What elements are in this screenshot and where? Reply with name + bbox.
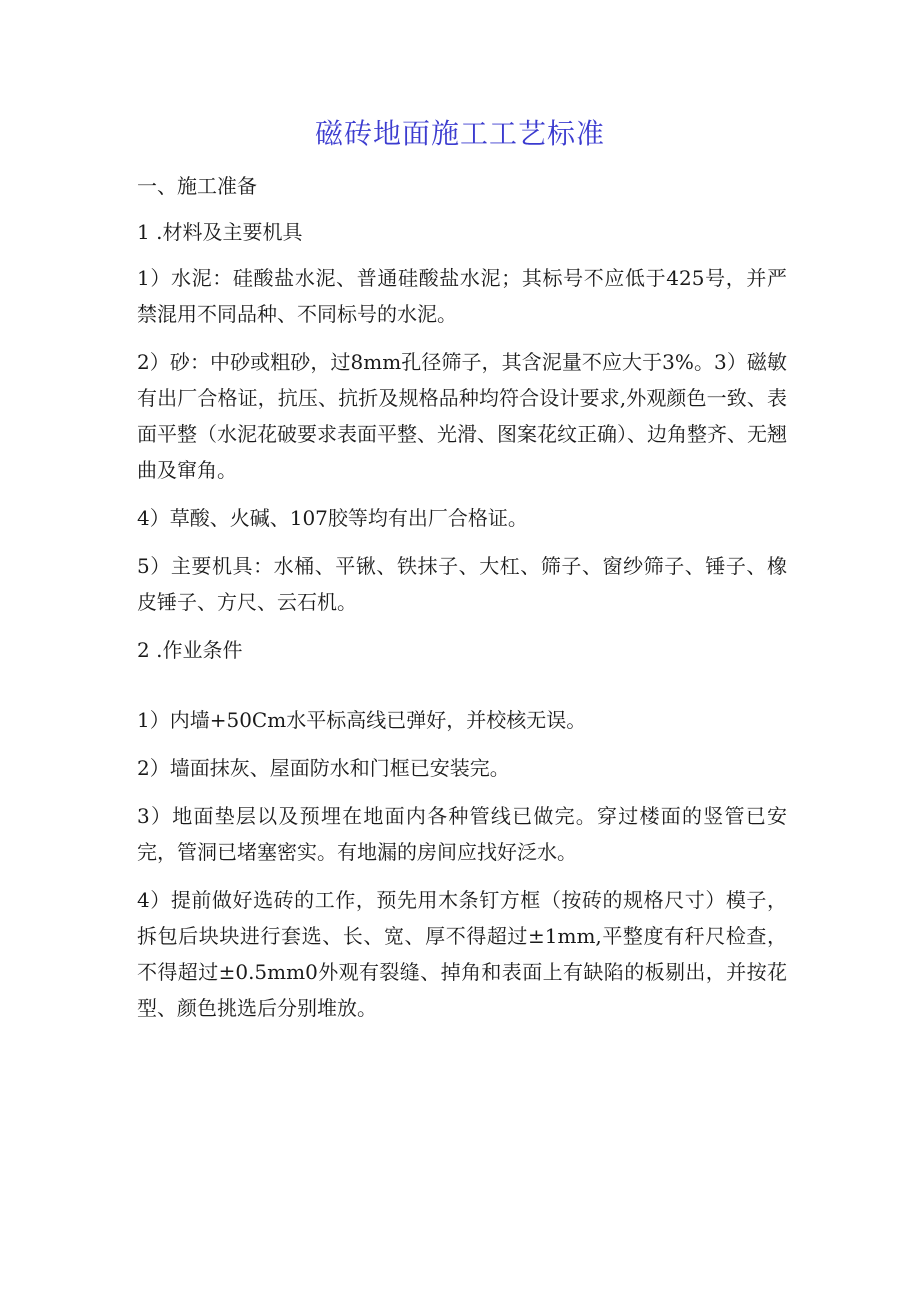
material-item-sand-tile: 2）砂：中砂或粗砂，过8mm孔径筛子，其含泥量不应大于3%。3）磁敏有出厂合格证，抗压、抗折及规格品种均符合设计要求,外观颜色一致、表面平整（水泥花破要求表面平整、光滑、图案花纹正确）、边角整齐、无翘曲及窜角。 [137, 350, 787, 482]
subsection-heading-materials: 1 .材料及主要机具 [137, 220, 303, 244]
section-heading: 一、施工准备 [137, 174, 257, 198]
condition-item-plastering: 2）墙面抹灰、屋面防水和门框已安装完。 [137, 756, 510, 780]
condition-item-level-line: 1）内墙+50Cm水平标高线已弹好，并校核无误。 [137, 708, 587, 732]
condition-item-tile-selection: 4）提前做好选砖的工作，预先用木条钉方框（按砖的规格尺寸）模子，拆包后块块进行套选、长、宽、厚不得超过±1mm,平整度有秆尺检查，不得超过±0.5mm0外观有裂缝、掉角和表面上有缺陷的板剔出，并按花型、颜色挑选后分别堆放。 [137, 888, 787, 1020]
material-item-cement: 1）水泥：硅酸盐水泥、普通硅酸盐水泥；其标号不应低于425号，并严禁混用不同品种、不同标号的水泥。 [137, 266, 787, 326]
subsection-heading-conditions: 2 .作业条件 [137, 638, 243, 662]
document-body [137, 168, 787, 1038]
material-item-tools: 5）主要机具：水桶、平锹、铁抹子、大杠、筛子、窗纱筛子、锤子、橡皮锤子、方尺、云石机。 [137, 554, 787, 614]
document-title: 磁砖地面施工工艺标准 [314, 117, 605, 150]
material-item-chemicals: 4）草酸、火碱、107胶等均有出厂合格证。 [137, 506, 528, 530]
condition-item-pipes: 3）地面垫层以及预埋在地面内各种管线已做完。穿过楼面的竖管已安完，管洞已堵塞密实。有地漏的房间应找好泛水。 [137, 804, 787, 864]
